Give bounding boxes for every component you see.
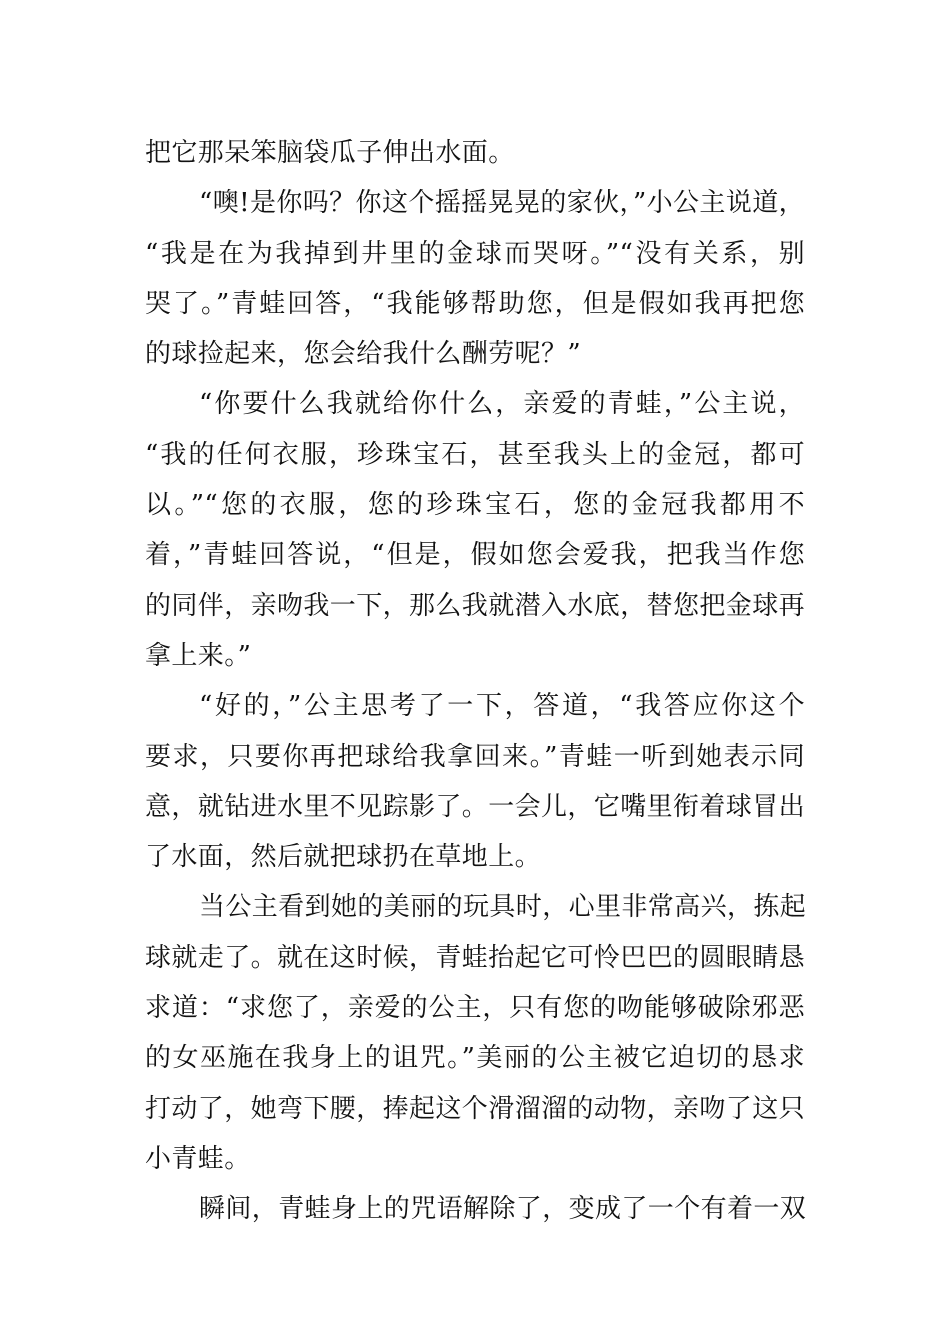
text-line: 着，”青蛙回答说，“但是，假如您会爱我，把我当作您 <box>145 540 805 571</box>
text-line: 求道：“求您了，亲爱的公主，只有您的吻能够破除邪恶 <box>145 993 805 1024</box>
text-line: “噢!是你吗？你这个摇摇晃晃的家伙，”小公主说道， <box>199 188 806 219</box>
text-line: 的女巫施在我身上的诅咒。”美丽的公主被它迫切的恳求 <box>145 1043 805 1074</box>
text-line: “你要什么我就给你什么，亲爱的青蛙，”公主说， <box>199 389 805 420</box>
text-line: 当公主看到她的美丽的玩具时，心里非常高兴，拣起 <box>199 892 807 923</box>
text-line: 瞬间，青蛙身上的咒语解除了，变成了一个有着一双 <box>199 1194 807 1225</box>
text-line: 的同伴，亲吻我一下，那么我就潜入水底，替您把金球再 <box>145 590 806 621</box>
text-line: “我是在为我掉到井里的金球而哭呀。”“没有关系，别 <box>145 238 805 269</box>
text-line: 拿上来。” <box>145 640 252 671</box>
text-line: 意，就钻进水里不见踪影了。一会儿，它嘴里衔着球冒出 <box>145 791 806 822</box>
text-line: 要求，只要你再把球给我拿回来。”青蛙一听到她表示同 <box>145 741 805 772</box>
text-line: 的球捡起来，您会给我什么酬劳呢？” <box>145 339 582 370</box>
text-line: 打动了，她弯下腰，捧起这个滑溜溜的动物，亲吻了这只 <box>145 1093 806 1124</box>
text-line: 把它那呆笨脑袋瓜子伸出水面。 <box>145 138 515 168</box>
text-line: “我的任何衣服，珍珠宝石，甚至我头上的金冠，都可 <box>145 439 805 470</box>
text-line: 哭了。”青蛙回答，“我能够帮助您，但是假如我再把您 <box>145 288 805 319</box>
text-line: 以。”“您的衣服，您的珍珠宝石，您的金冠我都用不 <box>145 490 805 521</box>
story-text <box>145 128 805 1235</box>
text-line: 小青蛙。 <box>145 1143 251 1174</box>
text-line: 球就走了。就在这时候，青蛙抬起它可怜巴巴的圆眼睛恳 <box>145 942 806 973</box>
text-line: “好的，”公主思考了一下，答道，“我答应你这个 <box>199 691 805 722</box>
text-line: 了水面，然后就把球扔在草地上。 <box>145 842 542 873</box>
